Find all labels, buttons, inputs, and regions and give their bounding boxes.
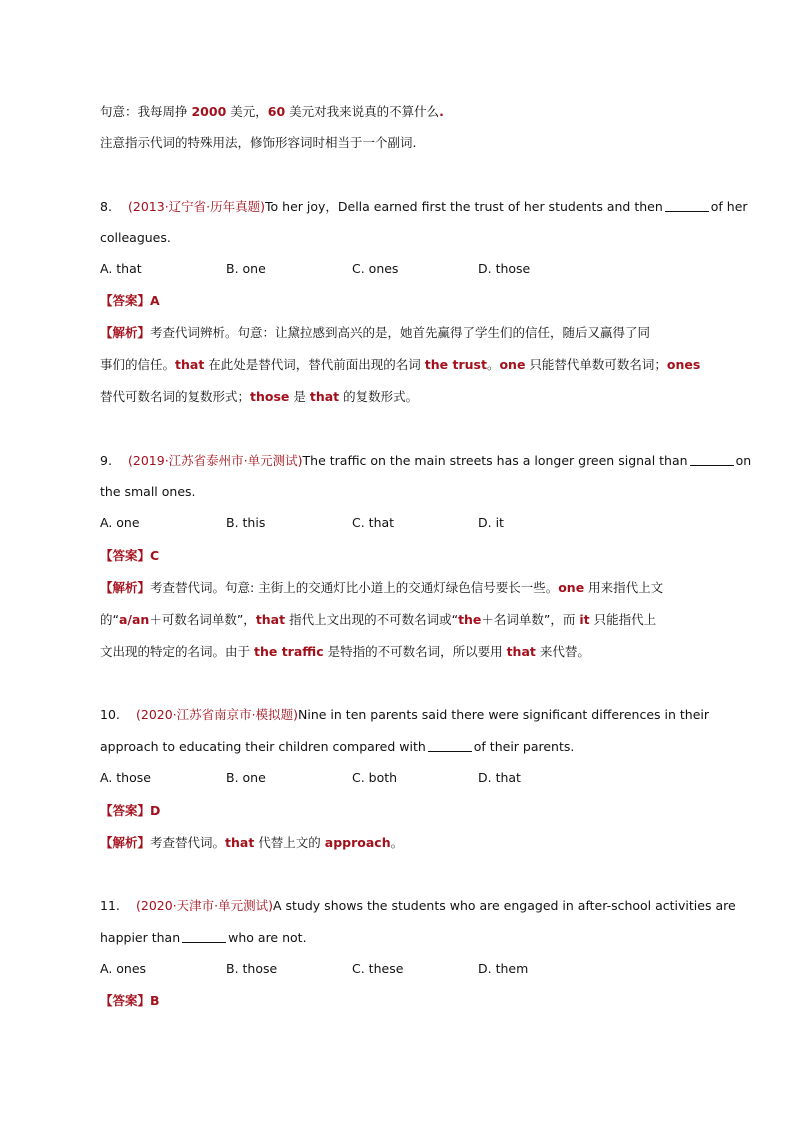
option-d: D. them	[478, 961, 529, 976]
answer-blank	[665, 199, 709, 212]
question-source: (2020·天津市·单元测试)	[136, 898, 274, 913]
answer-blank	[428, 739, 472, 752]
question-8-stem	[100, 198, 748, 216]
question-8-stem-line2: colleagues.	[100, 230, 171, 245]
analysis-line-3: 替代可数名词的复数形式；those 是 that 的复数形式。	[100, 389, 419, 404]
question-number: 8.	[100, 199, 112, 214]
answer-line	[100, 992, 160, 1010]
analysis-line-1: 【解析】考查替代词。that 代替上文的 approach。	[100, 835, 404, 850]
answer-value: C	[150, 548, 160, 563]
question-9-stem	[100, 452, 751, 470]
option-b: B. this	[226, 515, 266, 530]
option-c: C. that	[352, 515, 395, 530]
analysis-line-1	[100, 324, 650, 342]
question-11-stem	[100, 897, 736, 915]
answer-value: A	[150, 293, 160, 308]
question-stem: To her joy，Della earned first the trust of her students and then	[265, 199, 663, 214]
analysis-line-2: 的“a/an＋可数名词单数”，that 指代上文出现的不可数名词或“the＋名词单数”，而 it 只能指代上	[100, 612, 657, 627]
question-stem-end: of her	[710, 199, 748, 214]
question-number: 10.	[100, 707, 120, 722]
answer-value: B	[150, 993, 160, 1008]
question-11-stem-line2	[100, 929, 307, 947]
analysis-label: 【解析】	[100, 325, 151, 340]
question-number: 11.	[100, 898, 120, 913]
question-10-stem	[100, 706, 709, 724]
option-c: C. both	[352, 770, 398, 785]
analysis-line-3: 文出现的特定的名词。由于 the traffic 是特指的不可数名词，所以要用 that 来代替。	[100, 644, 590, 659]
intro-number-1: 2000	[191, 104, 227, 119]
question-stem-end: on	[735, 453, 752, 468]
option-c: C. these	[352, 961, 404, 976]
option-a: A. one	[100, 515, 140, 530]
answer-blank	[690, 453, 734, 466]
question-source: (2013·辽宁省·历年真题)	[128, 199, 266, 214]
analysis-text: 考查代词辨析。句意：让黛拉感到高兴的是，她首先赢得了学生们的信任，随后又赢得了同	[150, 325, 651, 340]
question-source: (2019·江苏省泰州市·单元测试)	[128, 453, 303, 468]
analysis-label: 【解析】	[100, 835, 151, 850]
option-b: B. one	[226, 261, 266, 276]
intro-text-c: 美元对我来说真的不算什么	[285, 104, 440, 119]
answer-label: 【答案】	[100, 293, 151, 308]
intro-text-b: 美元，	[226, 104, 268, 119]
intro-text-a: 句意：我每周挣	[100, 104, 192, 119]
analysis-label: 【解析】	[100, 580, 151, 595]
question-10-stem-line2	[100, 738, 574, 756]
option-d: D. those	[478, 261, 531, 276]
question-9-stem-line2: the small ones.	[100, 484, 196, 499]
question-number: 9.	[100, 453, 112, 468]
option-a: A. ones	[100, 961, 147, 976]
question-stem-end: who are not.	[228, 930, 307, 945]
option-b: B. one	[226, 770, 266, 785]
question-stem: A study shows the students who are engaged in after-school activities are	[273, 898, 736, 913]
question-stem: Nine in ten parents said there were significant differences in their	[298, 707, 710, 722]
question-stem: The traffic on the main streets has a longer green signal than	[302, 453, 688, 468]
answer-blank	[182, 930, 226, 943]
question-source: (2020·江苏省南京市·模拟题)	[136, 707, 299, 722]
answer-line	[100, 292, 160, 310]
answer-line	[100, 547, 159, 565]
option-b: B. those	[226, 961, 278, 976]
option-a: A. those	[100, 770, 151, 785]
option-c: C. ones	[352, 261, 399, 276]
intro-line-2: 注意指示代词的特殊用法，修饰形容词时相当于一个副词.	[100, 135, 417, 150]
intro-number-2: 60	[267, 104, 286, 119]
analysis-line-1: 【解析】考查替代词。句意: 主街上的交通灯比小道上的交通灯绿色信号要长一些。one 用来指代上文	[100, 580, 664, 595]
option-d: D. it	[478, 515, 504, 530]
question-stem: happier than	[100, 930, 181, 945]
option-d: D. that	[478, 770, 521, 785]
answer-label: 【答案】	[100, 803, 151, 818]
answer-label: 【答案】	[100, 993, 151, 1008]
answer-line	[100, 802, 160, 820]
question-stem: approach to educating their children compared with	[100, 739, 426, 754]
analysis-line-2: 事们的信任。that 在此处是替代词，替代前面出现的名词 the trust。one 只能替代单数可数名词；ones	[100, 357, 701, 372]
answer-value: D	[150, 803, 161, 818]
answer-label: 【答案】	[100, 548, 151, 563]
option-a: A. that	[100, 261, 142, 276]
question-stem-end: of their parents.	[473, 739, 575, 754]
intro-line-1	[100, 103, 444, 121]
analysis-text: 事们的信任。	[100, 357, 176, 372]
intro-dot: .	[439, 104, 444, 119]
